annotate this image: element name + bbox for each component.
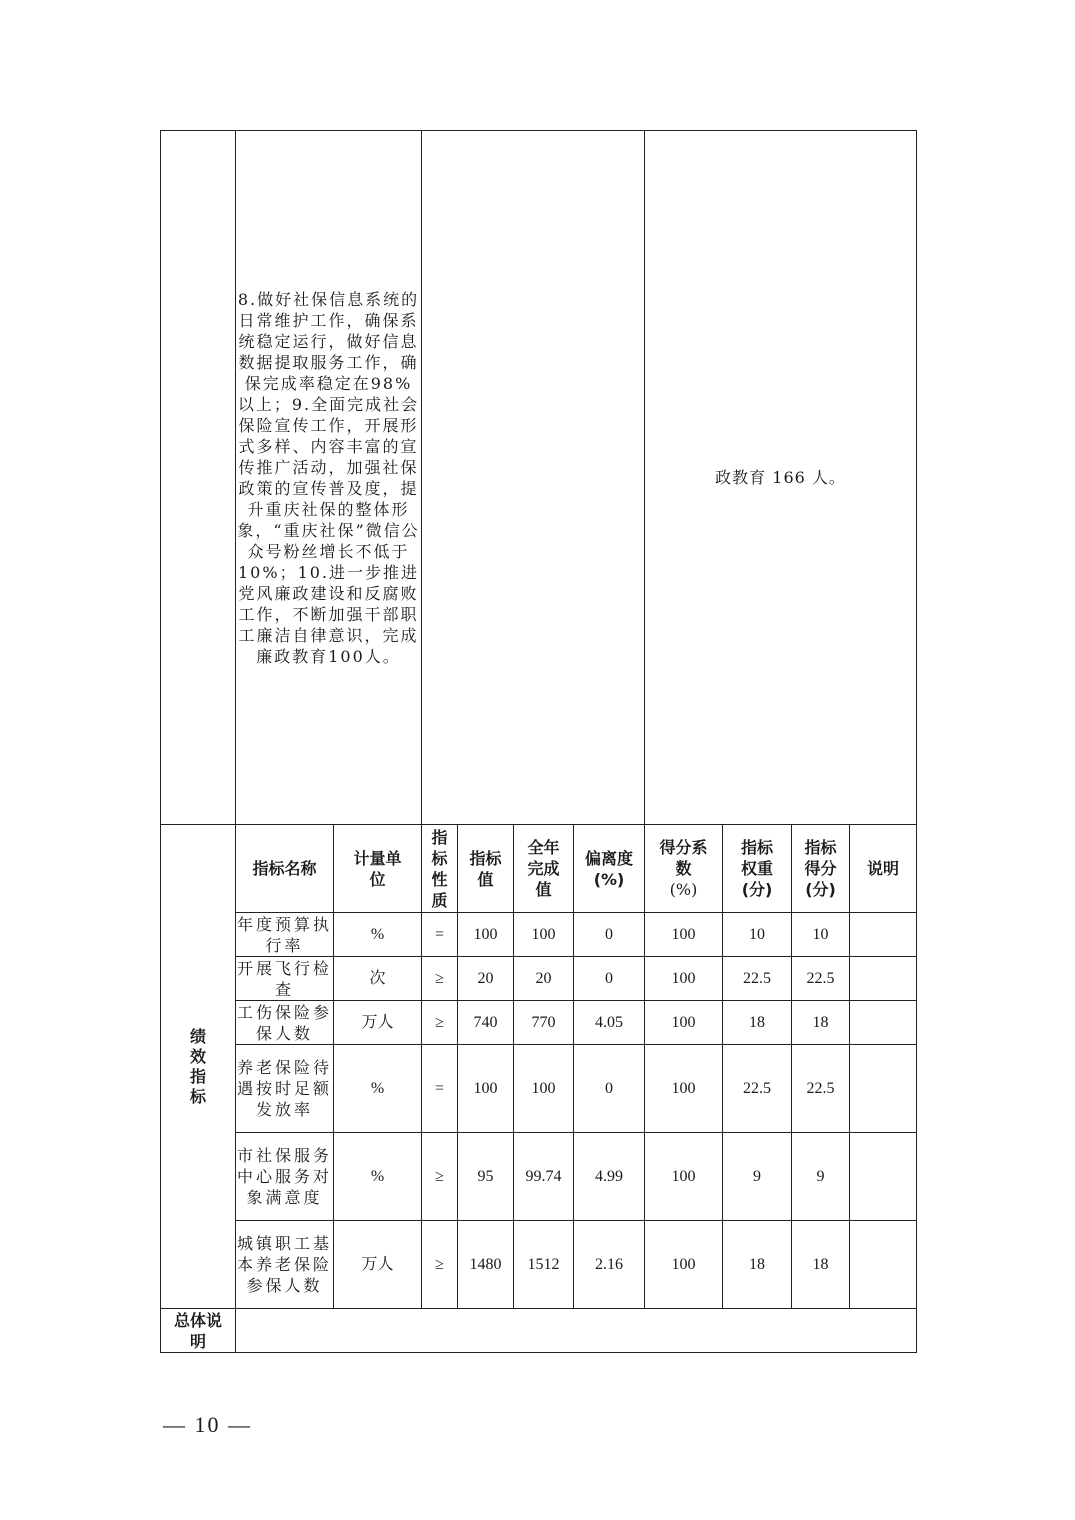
row-score: 22.5 [792, 1045, 850, 1133]
row-score: 18 [792, 1221, 850, 1309]
row-weight: 18 [723, 1221, 792, 1309]
header-unit-label: 计量单位 [353, 848, 402, 889]
row-coef: 100 [645, 1001, 723, 1045]
row-target: 100 [458, 1045, 514, 1133]
section-label-cell [161, 825, 236, 1309]
row-actual: 99.74 [514, 1133, 574, 1221]
header-coef [645, 825, 723, 913]
row-unit: % [334, 1045, 422, 1133]
header-note-label: 说明 [867, 859, 900, 878]
header-actual [514, 825, 574, 913]
header-nature [422, 825, 458, 913]
row-note [850, 1221, 917, 1309]
row-coef: 100 [645, 957, 723, 1001]
row-unit: 次 [334, 957, 422, 1001]
row-actual: 100 [514, 913, 574, 957]
row-score: 22.5 [792, 957, 850, 1001]
row-deviation: 4.99 [574, 1133, 645, 1221]
row-deviation: 0 [574, 913, 645, 957]
row-nature: ≥ [422, 1133, 458, 1221]
indicator-header-row [161, 825, 917, 913]
row-nature: ≥ [422, 1221, 458, 1309]
row-deviation: 4.05 [574, 1001, 645, 1045]
row-coef: 100 [645, 1221, 723, 1309]
row-weight: 10 [723, 913, 792, 957]
row-coef: 100 [645, 1133, 723, 1221]
header-deviation [574, 825, 645, 913]
row-unit: 万人 [334, 1001, 422, 1045]
row-target: 20 [458, 957, 514, 1001]
table-row [161, 913, 917, 957]
row-weight: 9 [723, 1133, 792, 1221]
row-score: 10 [792, 913, 850, 957]
goal-row [161, 131, 917, 825]
header-weight [723, 825, 792, 913]
row-name: 养老保险待遇按时足额发放率 [236, 1045, 334, 1133]
row-weight: 22.5 [723, 957, 792, 1001]
row-actual: 1512 [514, 1221, 574, 1309]
goal-side-cell [161, 131, 236, 825]
row-note [850, 1001, 917, 1045]
row-score: 18 [792, 1001, 850, 1045]
header-note [850, 825, 917, 913]
header-nature-label: 指标性质 [431, 827, 448, 910]
header-actual-label: 全年完成值 [527, 838, 560, 899]
goal-right-text: 政教育 166 人。 [645, 131, 917, 825]
row-name: 开展飞行检查 [236, 958, 332, 999]
header-coef-unit: (%) [669, 880, 698, 899]
row-name: 工伤保险参保人数 [236, 1002, 332, 1043]
header-target-label: 指标值 [469, 848, 502, 889]
row-note [850, 913, 917, 957]
row-target: 1480 [458, 1221, 514, 1309]
header-target [458, 825, 514, 913]
row-actual: 20 [514, 957, 574, 1001]
row-name: 城镇职工基本养老保险参保人数 [236, 1221, 334, 1309]
header-name [236, 825, 334, 913]
header-score [792, 825, 850, 913]
page-number: — 10 — [163, 1412, 252, 1437]
table-row [161, 1045, 917, 1133]
summary-label-cell [161, 1309, 236, 1353]
table-row [161, 1001, 917, 1045]
row-actual: 100 [514, 1045, 574, 1133]
row-target: 100 [458, 913, 514, 957]
table-row [161, 1221, 917, 1309]
row-unit: 万人 [334, 1221, 422, 1309]
goal-left-text: 8.做好社保信息系统的日常维护工作，确保系统稳定运行，做好信息数据提取服务工作，确保完成率稳定在98%以上；9.全面完成社会保险宣传工作，开展形式多样、内容丰富的宣传推广活动，加强社保政策的宣传普及度，提升重庆社保的整体形象，“重庆社保”微信公众号粉丝增长不低于10%；10.进一步推进党风廉政建设和反腐败工作，不断加强干部职工廉洁自律意识，完成廉政教育100人。 [236, 131, 422, 825]
table-row [161, 957, 917, 1001]
summary-content [236, 1309, 917, 1353]
row-name: 年度预算执行率 [236, 914, 332, 955]
row-weight: 22.5 [723, 1045, 792, 1133]
row-note [850, 1133, 917, 1221]
header-name-label: 指标名称 [252, 859, 317, 878]
row-nature: ≥ [422, 957, 458, 1001]
row-deviation: 0 [574, 1045, 645, 1133]
goal-middle-cell [422, 131, 645, 825]
row-nature: = [422, 913, 458, 957]
row-score: 9 [792, 1133, 850, 1221]
header-deviation-label: 偏离度(%) [585, 848, 634, 889]
row-coef: 100 [645, 1045, 723, 1133]
row-weight: 18 [723, 1001, 792, 1045]
header-score-label: 指标得分(分) [804, 838, 837, 899]
section-label: 绩效指标 [189, 1026, 206, 1106]
performance-table [160, 130, 917, 1353]
row-note [850, 957, 917, 1001]
row-unit: % [334, 913, 422, 957]
row-deviation: 0 [574, 957, 645, 1001]
header-weight-label: 指标权重(分) [741, 838, 774, 899]
summary-row [161, 1309, 917, 1353]
header-unit [334, 825, 422, 913]
row-unit: % [334, 1133, 422, 1221]
row-target: 740 [458, 1001, 514, 1045]
row-nature: ≥ [422, 1001, 458, 1045]
row-nature: = [422, 1045, 458, 1133]
header-coef-label: 得分系数 [659, 838, 708, 878]
row-target: 95 [458, 1133, 514, 1221]
row-actual: 770 [514, 1001, 574, 1045]
table-row [161, 1133, 917, 1221]
row-note [850, 1045, 917, 1133]
row-deviation: 2.16 [574, 1221, 645, 1309]
summary-label: 总体说明 [173, 1310, 222, 1351]
row-coef: 100 [645, 913, 723, 957]
row-name: 市社保服务中心服务对象满意度 [236, 1133, 334, 1221]
